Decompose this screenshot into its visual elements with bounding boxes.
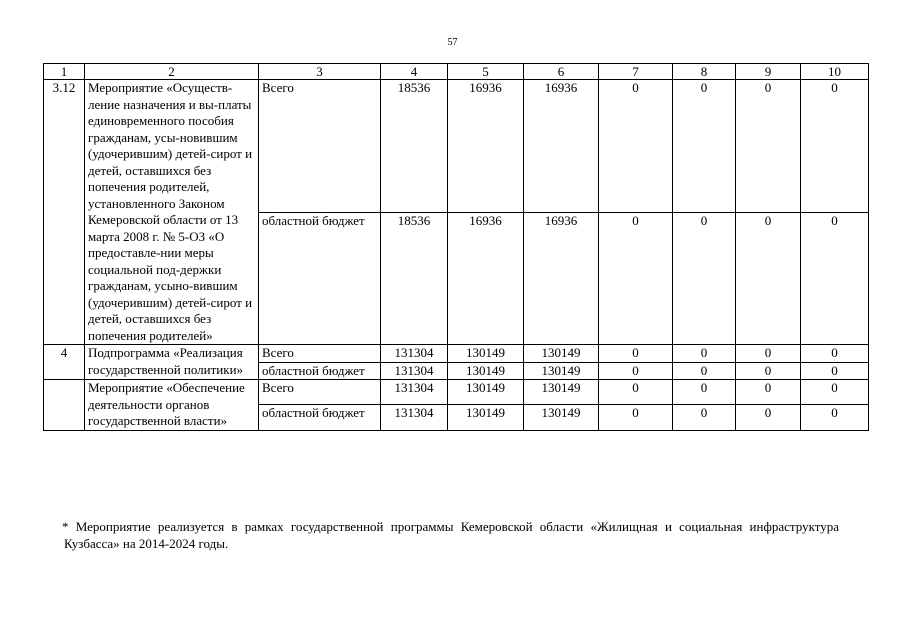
value-cell: 0 bbox=[673, 80, 736, 213]
value-cell: 0 bbox=[599, 212, 673, 345]
value-cell: 0 bbox=[736, 362, 801, 380]
value-cell: 130149 bbox=[448, 405, 524, 430]
column-header: 3 bbox=[259, 64, 381, 80]
value-cell: 0 bbox=[736, 80, 801, 213]
value-cell: 0 bbox=[801, 212, 869, 345]
value-cell: 0 bbox=[599, 405, 673, 430]
row-code-cell bbox=[44, 380, 85, 431]
column-header: 4 bbox=[381, 64, 448, 80]
value-cell: 0 bbox=[673, 345, 736, 363]
value-cell: 130149 bbox=[448, 345, 524, 363]
value-cell: 130149 bbox=[448, 362, 524, 380]
row-code-cell: 3.12 bbox=[44, 80, 85, 345]
page-number: 57 bbox=[447, 37, 458, 48]
column-header: 7 bbox=[599, 64, 673, 80]
funding-source-cell: областной бюджет bbox=[259, 362, 381, 380]
value-cell: 0 bbox=[599, 80, 673, 213]
value-cell: 131304 bbox=[381, 405, 448, 430]
value-cell: 16936 bbox=[524, 212, 599, 345]
value-cell: 0 bbox=[736, 345, 801, 363]
value-cell: 0 bbox=[599, 345, 673, 363]
table-body bbox=[44, 64, 869, 431]
value-cell: 0 bbox=[673, 362, 736, 380]
funding-source-cell: Всего bbox=[259, 80, 381, 213]
value-cell: 0 bbox=[801, 362, 869, 380]
value-cell: 0 bbox=[673, 405, 736, 430]
column-header-row bbox=[44, 64, 869, 80]
column-header: 10 bbox=[801, 64, 869, 80]
value-cell: 130149 bbox=[524, 345, 599, 363]
column-header: 6 bbox=[524, 64, 599, 80]
column-header: 2 bbox=[85, 64, 259, 80]
value-cell: 131304 bbox=[381, 362, 448, 380]
value-cell: 0 bbox=[736, 212, 801, 345]
value-cell: 0 bbox=[736, 405, 801, 430]
row-code-cell: 4 bbox=[44, 345, 85, 380]
row-name-cell: Мероприятие «Обеспечение деятельности органов государственной власти» bbox=[85, 380, 259, 431]
value-cell: 0 bbox=[673, 380, 736, 405]
value-cell: 130149 bbox=[448, 380, 524, 405]
value-cell: 16936 bbox=[524, 80, 599, 213]
value-cell: 0 bbox=[801, 80, 869, 213]
value-cell: 130149 bbox=[524, 362, 599, 380]
table-row bbox=[44, 80, 869, 213]
value-cell: 131304 bbox=[381, 345, 448, 363]
value-cell: 18536 bbox=[381, 80, 448, 213]
value-cell: 0 bbox=[599, 380, 673, 405]
value-cell: 16936 bbox=[448, 212, 524, 345]
table-row bbox=[44, 380, 869, 405]
funding-source-cell: областной бюджет bbox=[259, 405, 381, 430]
budget-table bbox=[43, 63, 869, 431]
value-cell: 131304 bbox=[381, 380, 448, 405]
value-cell: 0 bbox=[736, 380, 801, 405]
value-cell: 18536 bbox=[381, 212, 448, 345]
funding-source-cell: областной бюджет bbox=[259, 212, 381, 345]
footnote: * Мероприятие реализуется в рамках государственной программы Кемеровской области «Жилищная и социальная инфраструктура Кузбасса» на 2014-2024 годы. bbox=[62, 519, 839, 551]
value-cell: 130149 bbox=[524, 380, 599, 405]
funding-source-cell: Всего bbox=[259, 380, 381, 405]
row-name-cell: Мероприятие «Осуществ-ление назначения и вы-платы единовременного пособия гражданам, усы-новившим (удочерившим) детей-сирот и детей, оставшихся без попечения родителей, установленного Законом Кемеровской области от 13 марта 2008 г. № 5-ОЗ «О предоставле-нии меры социальной под-держки гражданам, усыно-вившим (удочерившим) детей-сирот и детей, оставшихся без попечения родителей» bbox=[85, 80, 259, 345]
column-header: 1 bbox=[44, 64, 85, 80]
column-header: 9 bbox=[736, 64, 801, 80]
column-header: 8 bbox=[673, 64, 736, 80]
value-cell: 0 bbox=[673, 212, 736, 345]
row-name-cell: Подпрограмма «Реализация государственной политики» bbox=[85, 345, 259, 380]
value-cell: 16936 bbox=[448, 80, 524, 213]
value-cell: 0 bbox=[801, 345, 869, 363]
column-header: 5 bbox=[448, 64, 524, 80]
value-cell: 0 bbox=[801, 380, 869, 405]
funding-source-cell: Всего bbox=[259, 345, 381, 363]
value-cell: 0 bbox=[599, 362, 673, 380]
value-cell: 0 bbox=[801, 405, 869, 430]
value-cell: 130149 bbox=[524, 405, 599, 430]
table-row bbox=[44, 345, 869, 363]
